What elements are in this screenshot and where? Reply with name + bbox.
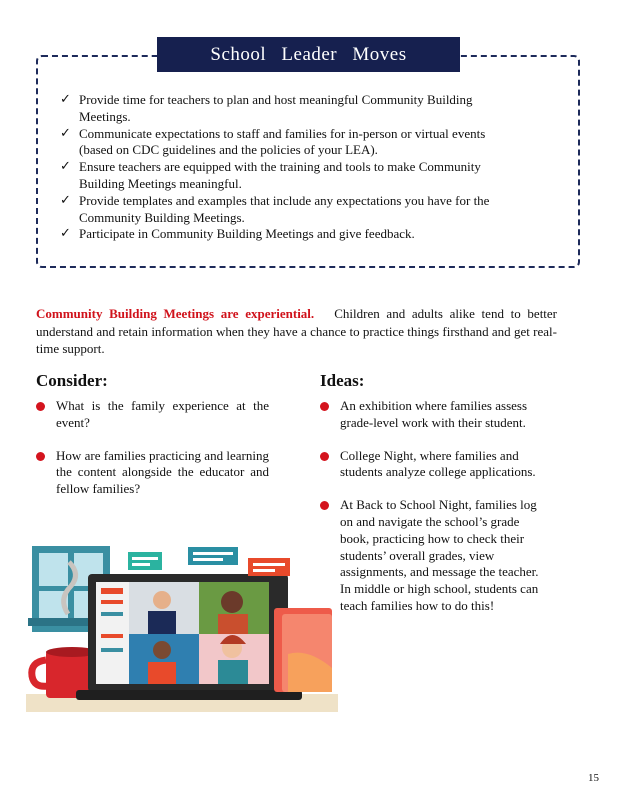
consider-heading: Consider: <box>36 371 108 390</box>
list-item: An exhibition where families assess grade-level work with their student. <box>320 398 544 432</box>
ideas-list <box>320 398 544 615</box>
list-item: College Night, where families and students analyze college applications. <box>320 448 544 482</box>
intro-lead: Community Building Meetings are experiential. <box>36 306 315 321</box>
list-item: How are families practicing and learning the content alongside the educator and fellow families? <box>36 448 269 498</box>
list-item: ✓ Provide time for teachers to plan and host meaningful Community Building Meetings. <box>60 92 473 124</box>
chat-bubble-icon <box>128 552 162 570</box>
video-meeting-illustration <box>26 544 338 712</box>
list-item: ✓ Communicate expectations to staff and families for in-person or virtual events (based on CDC guidelines and the policies of your LEA). <box>60 125 486 158</box>
leader-moves-list <box>60 92 500 243</box>
intro-body: Children and adults alike tend to better understand and retain information when they have a chance to practice things firsthand and get real-time support. <box>36 306 558 356</box>
bullet-icon <box>36 452 45 461</box>
bullet-icon <box>320 402 329 411</box>
bullet-icon <box>320 501 329 510</box>
chat-bubble-icon <box>248 558 290 576</box>
list-item: ✓ Ensure teachers are equipped with the training and tools to make Community Building Meetings meaningful. <box>60 159 481 191</box>
participant-avatar <box>153 641 171 659</box>
list-item: At Back to School Night, families log on and navigate the school’s grade book, practicing how to check their students’ overall grades, view assignments, and message the teacher. In middle or high school, students can teach families how to do this! <box>320 497 544 615</box>
intro-paragraph <box>36 305 557 358</box>
page-number: 15 <box>588 772 599 784</box>
bullet-icon <box>36 402 45 411</box>
bullet-icon <box>320 452 329 461</box>
chat-bubble-icon <box>188 547 238 565</box>
list-item: ✓ Provide templates and examples that include any expectations you have for the Community Building Meetings. <box>60 192 490 225</box>
laptop-keyboard <box>76 690 302 700</box>
check-icon: ✓ <box>60 192 71 208</box>
participant-avatar <box>221 591 243 613</box>
consider-list <box>36 398 269 498</box>
leader-moves-title: School Leader Moves <box>157 37 460 72</box>
check-icon: ✓ <box>60 159 71 175</box>
participant-avatar <box>153 591 171 609</box>
check-icon: ✓ <box>60 226 71 242</box>
ideas-heading: Ideas: <box>320 371 365 390</box>
list-item: ✓ Participate in Community Building Meetings and give feedback. <box>60 226 415 242</box>
list-item: What is the family experience at the event? <box>36 398 269 432</box>
check-icon: ✓ <box>60 125 71 141</box>
check-icon: ✓ <box>60 92 71 107</box>
